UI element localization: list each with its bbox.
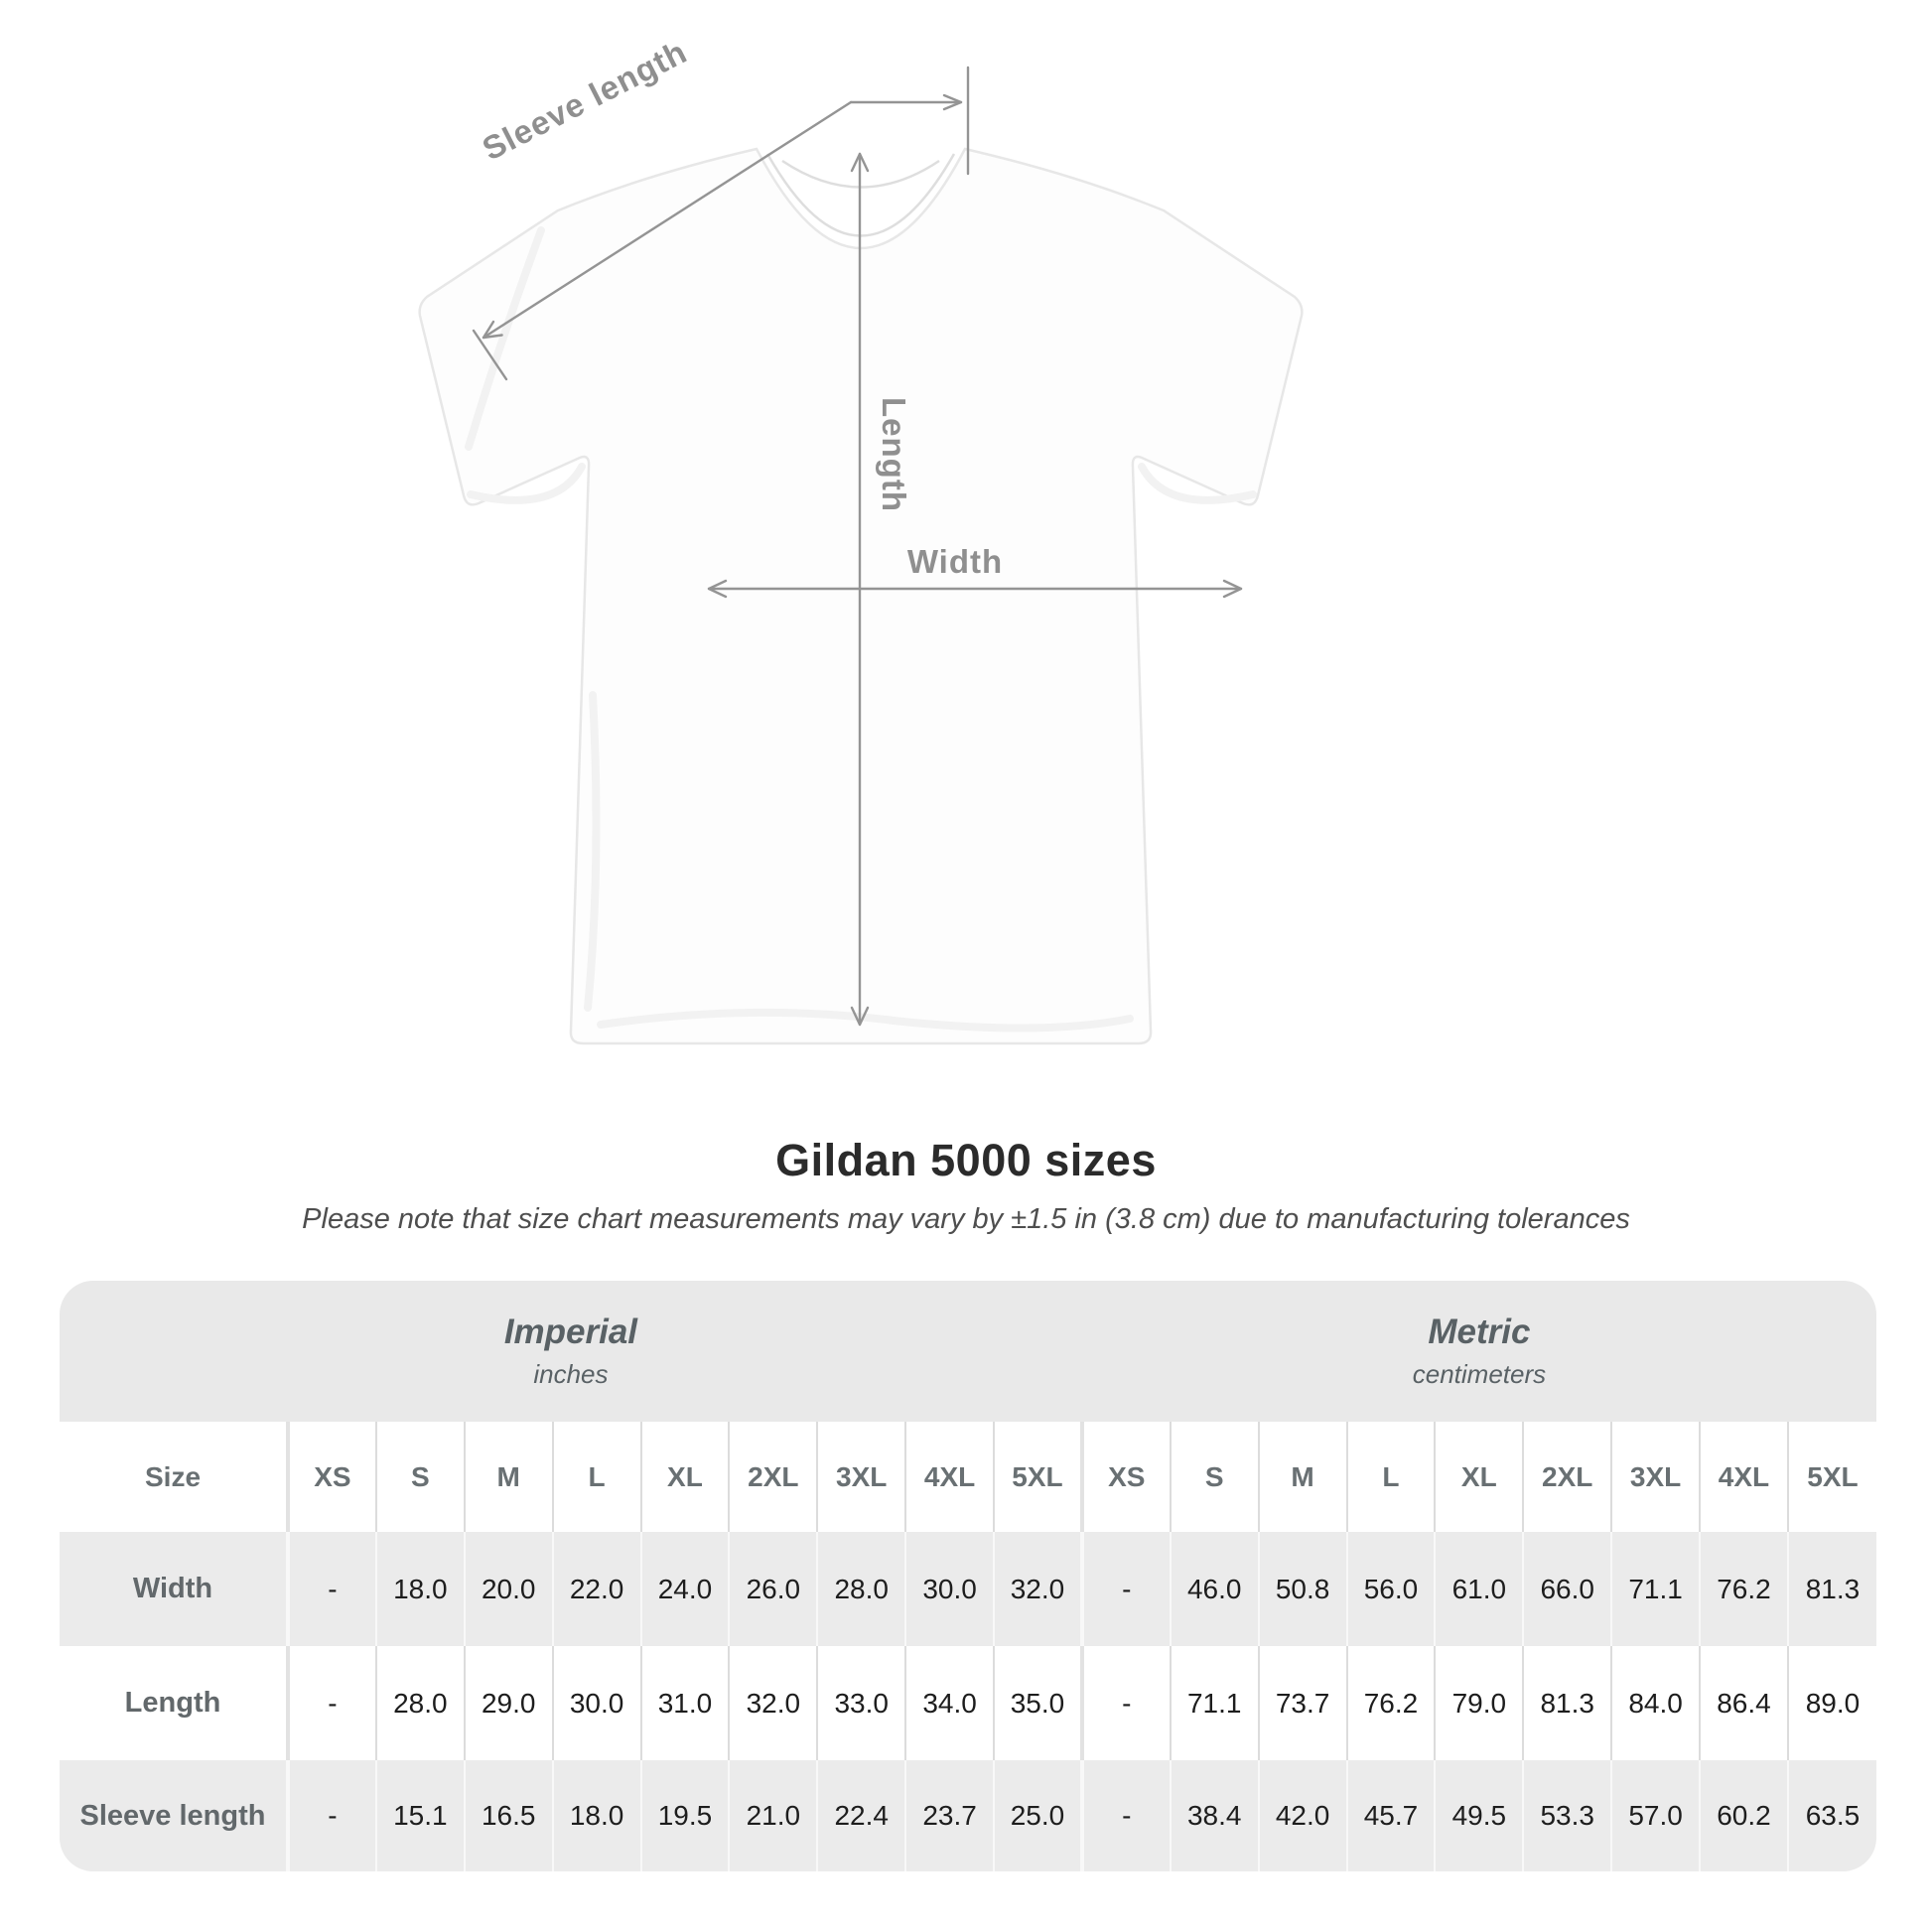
value-cell: 61.0 [1435,1532,1523,1646]
table-row-length [60,1646,1876,1760]
row-label: Length [124,1687,221,1719]
imperial-unit-label: inches [533,1359,609,1389]
value-cell: 79.0 [1435,1646,1523,1760]
value-cell: 23.7 [905,1760,994,1871]
value-cell: 16.5 [465,1760,553,1871]
value-cell: 89.0 [1788,1646,1876,1760]
size-header-cell: M [1259,1422,1347,1532]
value-cell: 50.8 [1259,1532,1347,1646]
value-cell: 19.5 [641,1760,730,1871]
value-cell: 15.1 [376,1760,465,1871]
size-table [60,1281,1876,1871]
tolerance-note: Please note that size chart measurements may vary by ±1.5 in (3.8 cm) due to manufacturing tolerances [302,1203,1630,1235]
row-label: Sleeve length [60,1760,288,1871]
unit-header-row [60,1281,1876,1422]
value-cell: 71.1 [1171,1646,1259,1760]
size-header-cell: 5XL [994,1422,1082,1532]
value-cell: 22.0 [553,1532,641,1646]
value-cell: 45.7 [1347,1760,1436,1871]
value-cell: 49.5 [1435,1760,1523,1871]
size-header-cell: M [465,1422,553,1532]
size-header-cell: S [376,1422,465,1532]
value-cell: 30.0 [553,1646,641,1760]
value-cell: 34.0 [905,1646,994,1760]
imperial-label: Imperial [503,1312,638,1351]
value-cell: 18.0 [376,1532,465,1646]
value-cell: - [1082,1646,1171,1760]
length-label: Length [876,397,912,512]
value-cell: 46.0 [1171,1532,1259,1646]
value-cell: 81.3 [1523,1646,1611,1760]
value-cell: 31.0 [641,1646,730,1760]
value-cell: 71.1 [1611,1532,1700,1646]
size-header-cell: 4XL [1700,1422,1788,1532]
metric-label: Metric [1428,1312,1531,1351]
size-header-cell: XS [288,1422,376,1532]
width-label: Width [906,543,1004,580]
value-cell: 86.4 [1700,1646,1788,1760]
value-cell: - [288,1760,376,1871]
value-cell: 18.0 [553,1760,641,1871]
size-header-cell: L [553,1422,641,1532]
value-cell: 60.2 [1700,1760,1788,1871]
row-label: Width [60,1532,288,1646]
size-header-cell: XL [1435,1422,1523,1532]
value-cell: 38.4 [1171,1760,1259,1871]
value-cell: 29.0 [465,1646,553,1760]
value-cell: 33.0 [817,1646,905,1760]
imperial-group-header [60,1281,1082,1422]
value-cell: 57.0 [1611,1760,1700,1871]
size-header-cell: XS [1082,1422,1171,1532]
value-cell: 76.2 [1347,1646,1436,1760]
value-cell: - [1082,1532,1171,1646]
value-cell: 35.0 [994,1646,1082,1760]
value-cell: 20.0 [465,1532,553,1646]
value-cell: 32.0 [729,1646,817,1760]
table-row-sleeve-length [60,1760,1876,1871]
value-cell: 22.4 [817,1760,905,1871]
value-cell: - [1082,1760,1171,1871]
sleeve-length-label: Sleeve length [476,33,693,168]
size-header-row [60,1422,1876,1532]
size-header-cell: 3XL [1611,1422,1700,1532]
value-cell: 73.7 [1259,1646,1347,1760]
value-cell: 76.2 [1700,1532,1788,1646]
size-header-cell: 4XL [905,1422,994,1532]
value-cell: 21.0 [729,1760,817,1871]
value-cell: - [288,1646,376,1760]
value-cell: 53.3 [1523,1760,1611,1871]
size-header-cell: 5XL [1788,1422,1876,1532]
value-cell: 25.0 [994,1760,1082,1871]
value-cell: 28.0 [376,1646,465,1760]
page-title: Gildan 5000 sizes [775,1135,1157,1185]
value-cell: 24.0 [641,1532,730,1646]
value-cell: 42.0 [1259,1760,1347,1871]
size-header-cell: 3XL [817,1422,905,1532]
value-cell: 26.0 [729,1532,817,1646]
value-cell: 84.0 [1611,1646,1700,1760]
value-cell: 81.3 [1788,1532,1876,1646]
table-row-width [60,1532,1876,1646]
size-header-cell: S [1171,1422,1259,1532]
size-header-cell: 2XL [1523,1422,1611,1532]
metric-group-header [1082,1281,1876,1422]
value-cell: 56.0 [1347,1532,1436,1646]
value-cell: 28.0 [817,1532,905,1646]
size-header-cell: 2XL [729,1422,817,1532]
size-header-cell: L [1347,1422,1436,1532]
size-table-panel [60,1281,1876,1871]
value-cell: 32.0 [994,1532,1082,1646]
value-cell: 30.0 [905,1532,994,1646]
value-cell: - [288,1532,376,1646]
metric-unit-label: centimeters [1412,1359,1547,1389]
size-column-header: Size [144,1460,202,1492]
size-header-cell: XL [641,1422,730,1532]
value-cell: 63.5 [1788,1760,1876,1871]
value-cell: 66.0 [1523,1532,1611,1646]
